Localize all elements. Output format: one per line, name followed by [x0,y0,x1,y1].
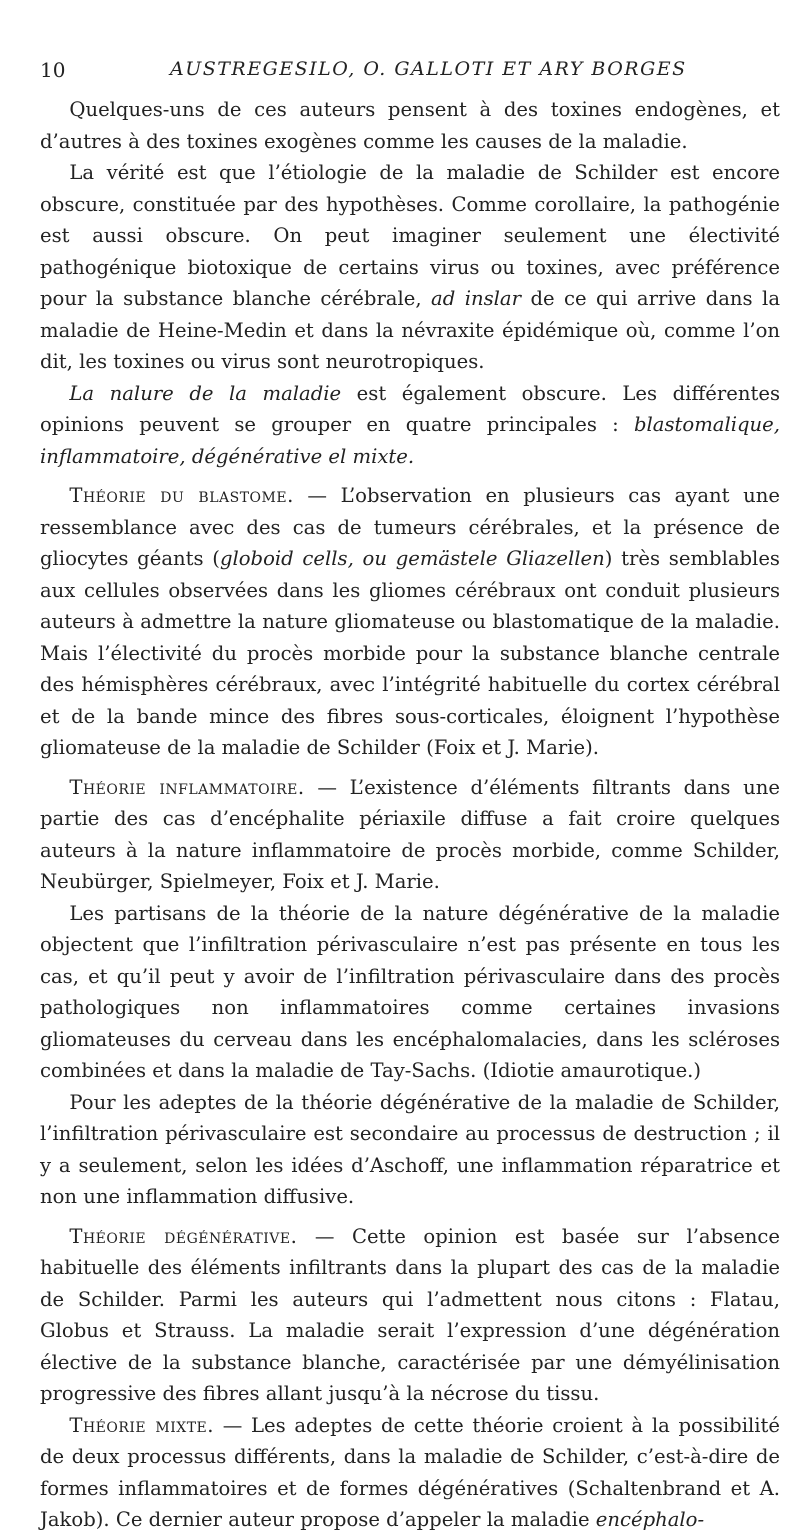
page-header [40,48,780,82]
section-mixte-end: encéphalo- [595,1508,705,1531]
paragraph-6 [40,898,780,1087]
section-inflammatoire [40,772,780,898]
section-degenerative-text: — Cette opinion est basée sur l’absence habituelle des éléments infiltrants dans la plupart des cas de la maladie de Schilder. Parmi les auteurs qui l’admettent nous citons : Flatau, Globus et Strauss. La maladie serait l’expression d’une dégénération élective de la substance blanche, caractérisée par une démyélinisation progressive des fibres allant jusqu’à la nécrose du tissu. [40,1224,780,1405]
theory-types: blastomalique, inflammatoire, dégénérative el mixte. [40,413,780,468]
paragraph-7 [40,1087,780,1213]
paragraph-2-rest: de ce qui arrive dans la maladie de Heine-Medin et dans la névraxite épidémique où, comme l’on dit, les toxines ou virus sont neurotropiques. [40,287,780,373]
section-mixte [40,1410,780,1536]
page [40,48,780,1536]
section-heading-mixte: Théorie mixte. [69,1413,214,1437]
section-blastome-terms: globoid cells, ou gemästele Gliazellen [219,547,605,570]
section-mixte-text: — Les adeptes de cette théorie croient à la possibilité de deux processus différents, dans la maladie de Schilder, c’est-à-dire de formes inflammatoires et de formes dégénératives (Schaltenbrand et A. Jakob). Ce dernier auteur propose d’appeler la maladie [40,1413,780,1531]
running-head: AUSTREGESILO, O. GALLOTI ET ARY BORGES [170,58,687,80]
section-blastome-text-a: — L’observation en plusieurs cas ayant une ressemblance avec des cas de tumeurs cérébrales, et la présence de gliocytes géants ( [40,484,780,570]
section-blastome [40,480,780,764]
section-heading-inflammatoire: Théorie inflammatoire. [69,775,305,799]
paragraph-6-text: Les partisans de la théorie de la nature dégénérative de la maladie objectent que l’infiltration périvasculaire n’est pas présente en tous les cas, et qu’il peut y avoir de l’infiltration périvasculaire dans des procès pathologiques non inflammatoires comme certaines invasions gliomateuses du cerveau dans les encéphalomalacies, dans les scléroses combinées et dans la maladie de Tay-Sachs. (Idiotie amaurotique.) [40,901,780,1082]
page-number: 10 [40,58,66,82]
section-heading-degenerative: Théorie dégénérative. [69,1224,298,1248]
body-text [40,94,780,1536]
section-inflammatoire-text: — L’existence d’éléments filtrants dans une partie des cas d’encéphalite périaxile diffuse a fait croire quelques auteurs à la nature inflammatoire de procès morbide, comme Schilder, Neubürger, Spielmeyer, Foix et J. Marie. [40,775,781,893]
section-heading-blastome: Théorie du blastome. [69,484,294,507]
paragraph-3-text: est également obscure. Les différentes opinions peuvent se grouper en quatre principales : [40,381,780,436]
paragraph-3 [40,378,780,473]
latin-phrase: ad inslar [431,287,521,310]
section-degenerative [40,1221,780,1410]
paragraph-7-text: Pour les adeptes de la théorie dégénérative de la maladie de Schilder, l’infiltration périvasculaire est secondaire au processus de destruction ; il y a seulement, selon les idées d’Aschoff, une inflammation réparatrice et non une inflammation diffusive. [40,1090,780,1208]
paragraph-2 [40,157,780,378]
paragraph-3-lead: La nalure de la maladie [69,381,342,405]
section-blastome-text-b: ) très semblables aux cellules observées dans les gliomes cérébraux ont conduit plusieurs auteurs à admettre la nature gliomateuse ou blastomatique de la maladie. Mais l’électivité du procès morbide pour la substance blanche centrale des hémisphères cérébraux, avec l’intégrité habituelle du cortex cérébral et de la bande mince des fibres sous-corticales, éloignent l’hypothèse gliomateuse de la maladie de Schilder (Foix et J. Marie). [40,547,780,759]
paragraph-1-text: Quelques-uns de ces auteurs pensent à des toxines endogènes, et d’autres à des toxines exogènes comme les causes de la maladie. [40,98,780,153]
paragraph-2-text: La vérité est que l’étiologie de la maladie de Schilder est encore obscure, constituée par des hypothèses. Comme corollaire, la pathogénie est aussi obscure. On peut imaginer seulement une électivité pathogénique biotoxique de certains virus ou toxines, avec préférence pour la substance blanche cérébrale, [40,161,780,310]
paragraph-1 [40,94,780,157]
